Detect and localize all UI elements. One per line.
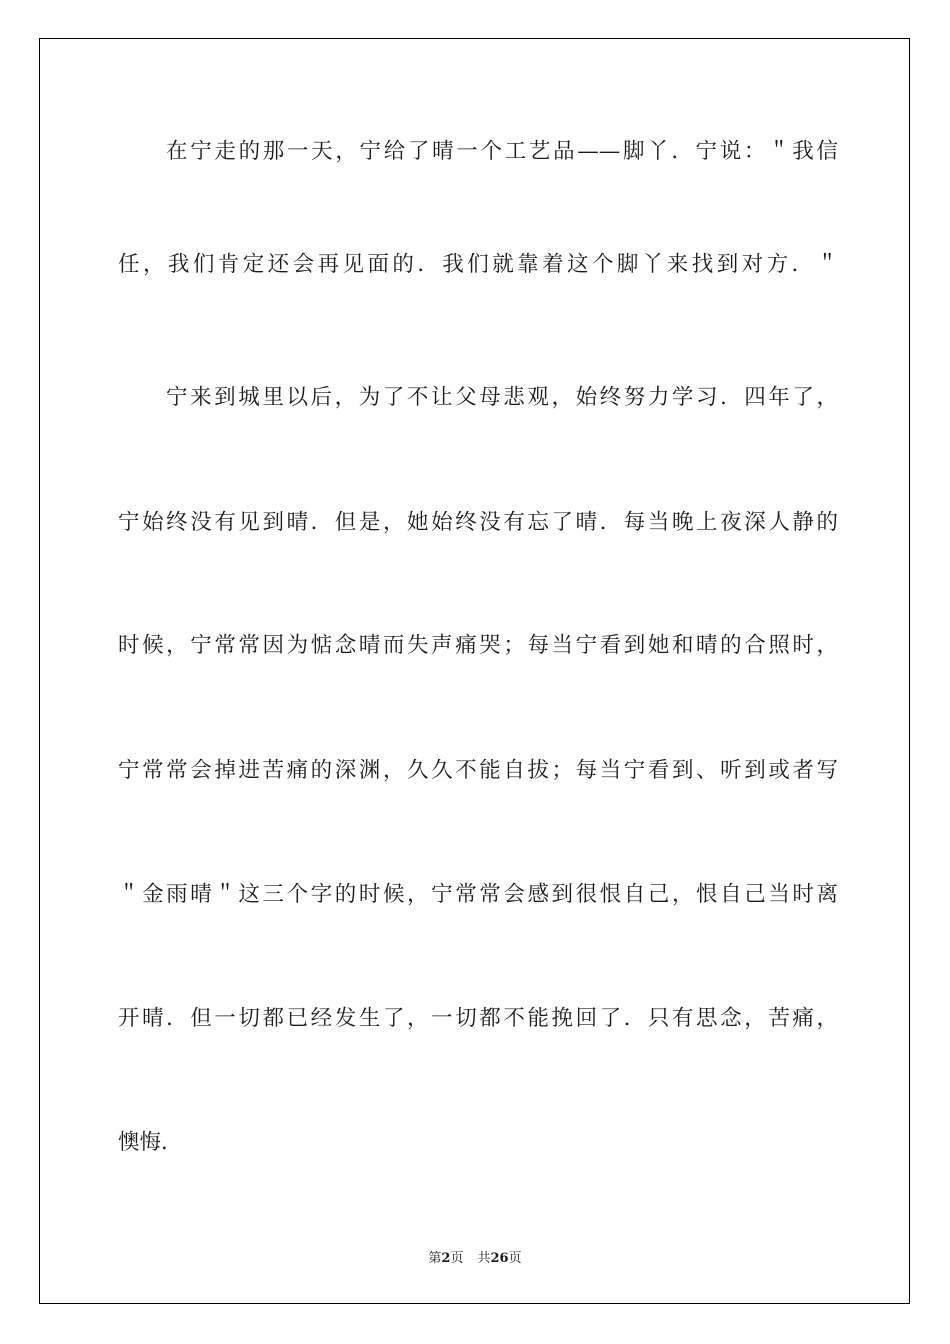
paragraph-2-line-6: 开晴．但一切都已经发生了，一切都不能挽回了．只有思念，苦痛， bbox=[118, 1006, 838, 1031]
page-border bbox=[39, 38, 910, 1304]
total-suffix: 页 bbox=[508, 1251, 522, 1266]
paragraph-2-line-7: 懊悔． bbox=[118, 1130, 183, 1155]
paragraph-2-line-4: 宁常常会掉进苦痛的深渊，久久不能自拔；每当宁看到、听到或者写 bbox=[118, 758, 838, 783]
total-prefix: 共 bbox=[477, 1251, 491, 1266]
paragraph-1-line-1: 在宁走的那一天，宁给了晴一个工艺品——脚丫．宁说：＂我信 bbox=[166, 139, 838, 164]
paragraph-1-line-2: 任，我们肯定还会再见面的．我们就靠着这个脚丫来找到对方．＂ bbox=[118, 252, 838, 277]
page-number: 2 bbox=[441, 1251, 451, 1266]
paragraph-2-line-3: 时候，宁常常因为惦念晴而失声痛哭；每当宁看到她和晴的合照时， bbox=[118, 633, 838, 658]
page-prefix: 第 bbox=[428, 1251, 442, 1266]
page-footer bbox=[0, 1247, 950, 1266]
paragraph-2-line-1: 宁来到城里以后，为了不让父母悲观，始终努力学习．四年了， bbox=[166, 385, 838, 410]
page-suffix: 页 bbox=[450, 1251, 464, 1266]
total-pages: 26 bbox=[490, 1251, 509, 1266]
paragraph-2-line-5: ＂金雨晴＂这三个字的时候，宁常常会感到很恨自己，恨自己当时离 bbox=[118, 882, 838, 907]
paragraph-2-line-2: 宁始终没有见到晴．但是，她始终没有忘了晴．每当晚上夜深人静的 bbox=[118, 510, 838, 535]
